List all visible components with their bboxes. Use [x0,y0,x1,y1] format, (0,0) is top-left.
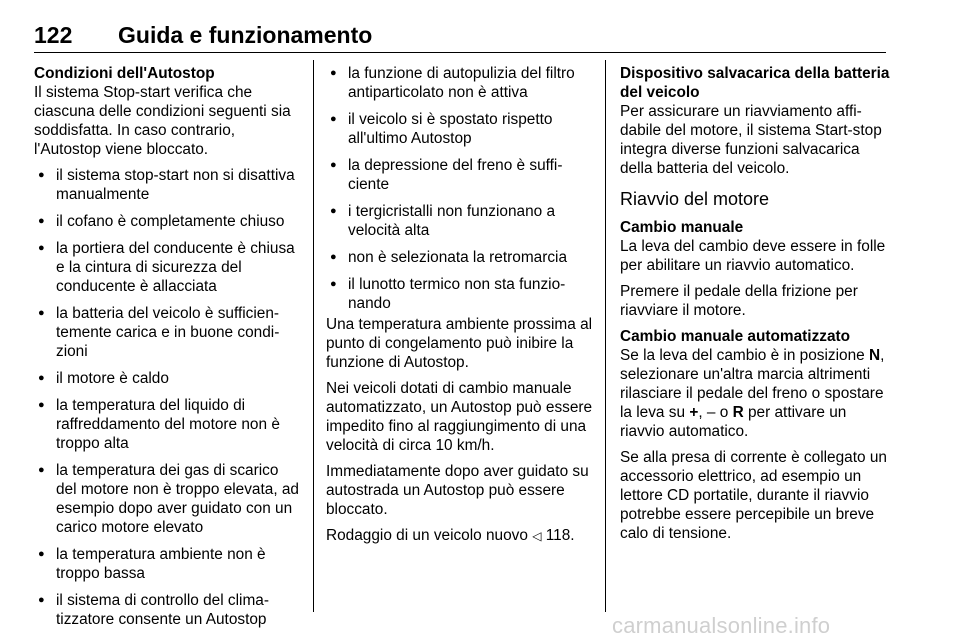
list-item: ● i tergicristalli non funzionano a velocità alta [326,202,594,240]
page-reference-icon: ◁ [532,529,542,543]
paragraph: Per assicurare un riavviamento affidabile del motore, il sistema Start-stop integra diverse funzioni salvacarica della batteria del veicolo. [620,103,882,177]
paragraph: Nei veicoli dotati di cambio manuale automatizzato, un Autostop può essere impedito fino al raggiungimento di una velocità di circa 10 km/h. [326,380,593,454]
list-item: ● il veicolo si è spostato rispetto all'ultimo Autostop [326,110,594,148]
section-heading: Dispositivo salvacarica della batteria del veicolo [620,65,890,101]
section-heading: Condizioni dell'Autostop [34,65,215,82]
paragraph [620,346,890,441]
text-run: per attivare un riavvio automatico. [620,404,847,440]
column-divider [313,60,314,612]
text-run: , – [698,404,716,421]
paragraph: Una temperatura ambiente prossima al punto di congelamento può inibire la funzione di Autostop. [326,316,593,371]
list-item: ● la batteria del veicolo è sufficientemente carica e in buone condizioni [34,304,302,361]
list-item: ● la depressione del freno è sufficiente [326,156,594,194]
list-item: ● non è selezionata la retromarcia [326,248,594,267]
subheading: Cambio manuale automatizzato [620,328,851,345]
text-run: o [719,404,729,421]
list-item: ● il sistema stop-start non si disattiva manualmente [34,166,302,204]
gear-letter: R [732,404,744,421]
subheading: Cambio manuale [620,219,744,236]
list-item: ● la funzione di autopulizia del filtro antiparticolato non è attiva [326,64,594,102]
reference-page: 118. [545,527,575,544]
paragraph: Premere il pedale della frizione per riavviare il motore. [620,283,858,319]
gear-letter: N [868,347,881,364]
column-divider [605,60,606,612]
text-run: , selezionare un'altra marcia altrimenti rilasciare il pedale del freno o spostare la leva su [620,347,885,421]
column-3 [620,64,890,550]
list-item: ● la temperatura dei gas di scarico del motore non è troppo elevata, ad esempio dopo aver guidato con un carico motore elevato [34,461,302,537]
list-item: ● la temperatura del liquido di raffreddamento del motore non è troppo alta [34,396,302,453]
page-title: Guida e funzionamento [118,22,373,48]
condition-list-continued [326,64,594,313]
section-title: Riavvio del motore [620,189,770,209]
watermark: carmanualsonline.info [612,613,831,638]
page-number: 122 [34,22,73,48]
list-item: ● il lunotto termico non sta funzionando [326,275,594,313]
paragraph: Immediatamente dopo aver guidato su autostrada un Autostop può essere bloccato. [326,463,589,518]
column-1 [34,64,302,637]
intro-paragraph: Il sistema Stop-start verifica che ciascuna delle condizioni seguenti sia soddisfatta. In caso contrario, l'Autostop viene bloccato. [34,84,291,158]
cross-reference[interactable] [326,526,594,546]
list-item: ● il sistema di controllo del climatizzatore consente un Autostop [34,591,302,629]
list-item: ● la portiera del conducente è chiusa e la cintura di sicurezza del conducente è allacciata [34,239,302,296]
text-run: Se la leva del cambio è in posizione [620,347,865,364]
column-2 [326,64,594,553]
list-item: ● la temperatura ambiente non è troppo bassa [34,545,302,583]
paragraph: La leva del cambio deve essere in folle per abilitare un riavvio automatico. [620,238,886,274]
list-item: ● il cofano è completamente chiuso [34,212,302,231]
condition-list [34,166,302,629]
gear-symbol: + [689,404,699,421]
paragraph: Se alla presa di corrente è collegato un accessorio elettrico, ad esempio un lettore CD portatile, durante il riavvio potrebbe essere percepibile un breve calo di tensione. [620,449,887,542]
reference-text: Rodaggio di un veicolo nuovo [326,527,528,544]
list-item: ● il motore è caldo [34,369,302,388]
page-header [34,22,886,53]
